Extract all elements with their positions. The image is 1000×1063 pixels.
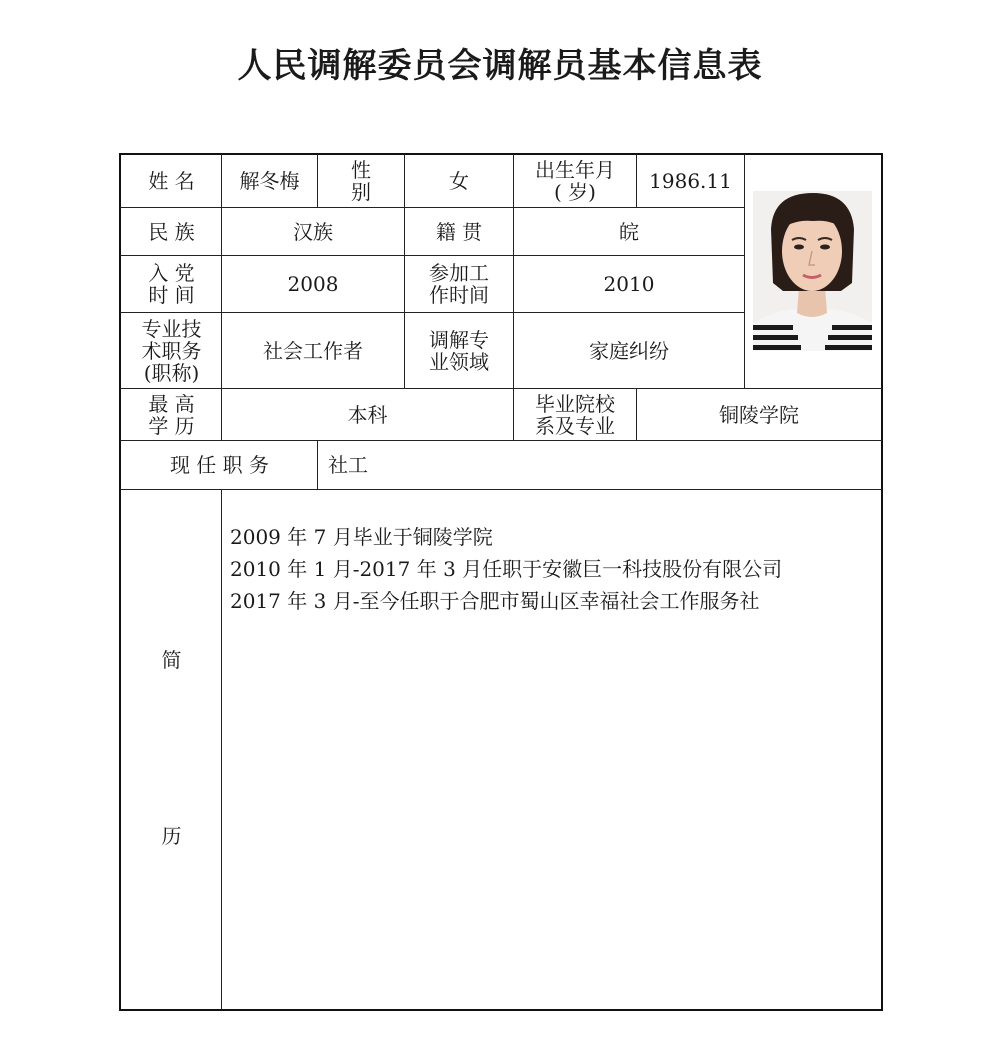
col-line (317, 440, 318, 490)
birth-label: 出生年月 ( 岁) (535, 158, 615, 204)
resume-label-char-1: 简 (161, 648, 182, 672)
name-value: 解冬梅 (239, 169, 300, 193)
party-join-value: 2008 (287, 272, 339, 296)
school-major-value: 铜陵学院 (719, 402, 799, 427)
work-start-value: 2010 (603, 272, 655, 296)
professional-title-value: 社会工作者 (263, 338, 363, 363)
col-line (744, 154, 745, 389)
work-start-label: 参加工 作时间 (429, 261, 489, 307)
profile-photo (753, 191, 872, 351)
current-position-value: 社工 (328, 453, 368, 477)
resume-line: 2009 年 7 月毕业于铜陵学院 (230, 525, 493, 549)
name-label: 姓 名 (148, 169, 195, 193)
party-join-label: 入 党 时 间 (148, 261, 195, 307)
mediation-field-value: 家庭纠纷 (589, 338, 669, 363)
ethnicity-value: 汉族 (293, 219, 333, 244)
resume-label-char-2: 历 (161, 824, 182, 848)
native-place-label: 籍 贯 (435, 219, 483, 244)
row-line (120, 489, 882, 490)
education-value: 本科 (347, 402, 388, 427)
gender-label: 性 别 (351, 158, 371, 204)
col-line (221, 489, 222, 1010)
mediation-field-label: 调解专 业领域 (429, 327, 489, 374)
form-title: 人民调解委员会调解员基本信息表 (237, 46, 763, 86)
native-place-value: 皖 (619, 219, 639, 244)
professional-title-label: 专业技 术职务 (职称) (141, 316, 202, 385)
education-label: 最 高 学 历 (148, 391, 195, 438)
resume-content (230, 521, 860, 617)
current-position-label: 现 任 职 务 (169, 453, 270, 477)
resume-line: 2010 年 1 月-2017 年 3 月任职于安徽巨一科技股份有限公司 (230, 557, 783, 581)
ethnicity-label: 民 族 (148, 219, 195, 244)
school-major-label: 毕业院校 系及专业 (535, 391, 615, 438)
resume-line: 2017 年 3 月-至今任职于合肥市蜀山区幸福社会工作服务社 (230, 589, 760, 613)
gender-value: 女 (449, 169, 469, 193)
birth-value: 1986.11 (649, 169, 732, 193)
